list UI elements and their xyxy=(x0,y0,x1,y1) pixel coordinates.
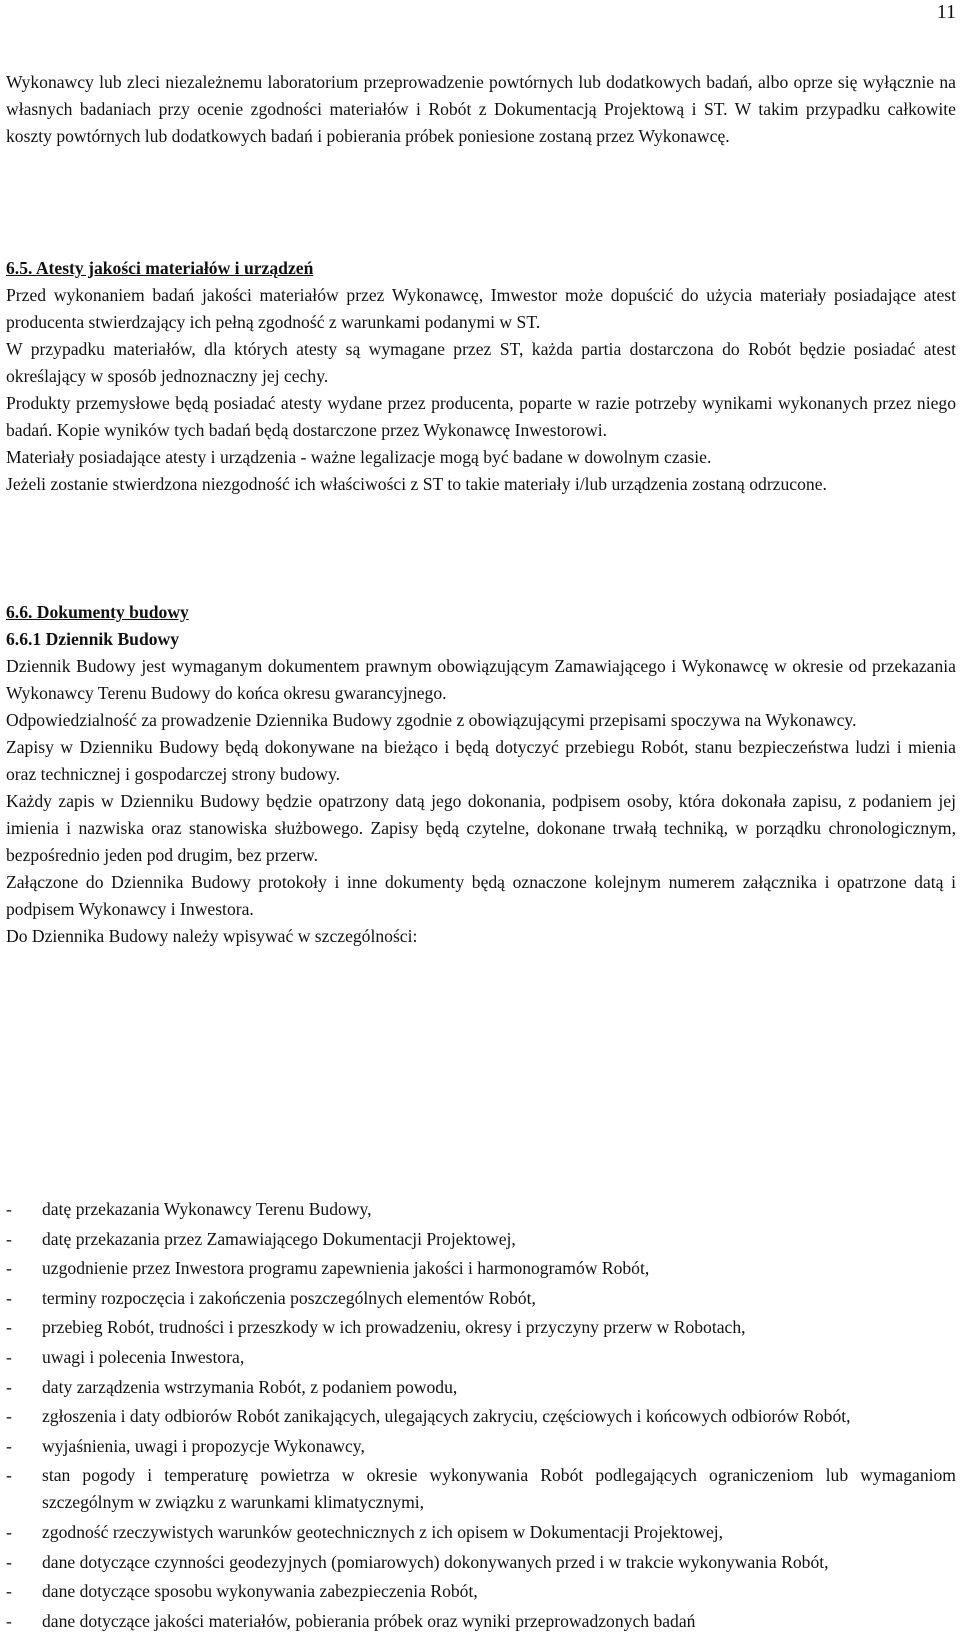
list-item: - wyjaśnienia, uwagi i propozycje Wykonawcy, xyxy=(6,1433,956,1460)
section-6-6-paragraph-4: Każdy zapis w Dzienniku Budowy będzie opatrzony datą jego dokonania, podpisem osoby, która dokonała zapisu, z podaniem jej imienia i nazwiska oraz stanowiska służbowego. Zapisy będą czytelne, dokonane trwałą techniką, w porządku chronologicznym, bezpośrednio jeden pod drugim, bez przerw. xyxy=(6,791,956,865)
list-item: - datę przekazania Wykonawcy Terenu Budowy, xyxy=(6,1196,956,1223)
list-item: - dane dotyczące jakości materiałów, pobierania próbek oraz wyniki przeprowadzonych badań xyxy=(6,1608,956,1635)
list-item: - uzgodnienie przez Inwestora programu zapewnienia jakości i harmonogramów Robót, xyxy=(6,1255,956,1282)
section-6-5-paragraph-4: Materiały posiadające atesty i urządzenia - ważne legalizacje mogą być badane w dowolnym czasie. xyxy=(6,447,712,467)
section-6-5-heading: 6.5. Atesty jakości materiałów i urządzeń xyxy=(6,258,314,278)
section-6-5-paragraph-3: Produkty przemysłowe będą posiadać atesty wydane przez producenta, poparte w razie potrzeby wynikami wykonanych przez niego badań. Kopie wyników tych badań będą dostarczone przez Wykonawcę Inwestorowi. xyxy=(6,393,956,440)
section-6-6 xyxy=(6,599,956,950)
list-item: - przebieg Robót, trudności i przeszkody w ich prowadzeniu, okresy i przyczyny przerw w Robotach, xyxy=(6,1314,956,1341)
list-item: - dane dotyczące sposobu wykonywania zabezpieczenia Robót, xyxy=(6,1578,956,1605)
list-item: - uwagi i polecenia Inwestora, xyxy=(6,1344,956,1371)
section-6-6-1-subheading: 6.6.1 Dziennik Budowy xyxy=(6,629,180,649)
section-6-5-paragraph-5: Jeżeli zostanie stwierdzona niezgodność ich właściwości z ST to takie materiały i/lub urządzenia zostaną odrzucone. xyxy=(6,474,827,494)
list-item: - terminy rozpoczęcia i zakończenia poszczególnych elementów Robót, xyxy=(6,1285,956,1312)
section-6-6-paragraph-5: Załączone do Dziennika Budowy protokoły i inne dokumenty będą oznaczone kolejnym numerem załącznika i opatrzone datą i podpisem Wykonawcy i Inwestora. xyxy=(6,872,956,919)
list-item: - zgłoszenia i daty odbiorów Robót zanikających, ulegających zakryciu, częściowych i końcowych odbiorów Robót, xyxy=(6,1403,956,1430)
section-6-5-paragraph-2: W przypadku materiałów, dla których atesty są wymagane przez ST, każda partia dostarczona do Robót będzie posiadać atest określający w sposób jednoznaczny jej cechy. xyxy=(6,339,956,386)
intro-paragraph: Wykonawcy lub zleci niezależnemu laboratorium przeprowadzenie powtórnych lub dodatkowych badań, albo oprze się wyłącznie na własnych badaniach przy ocenie zgodności materiałów i Robót z Dokumentacją Projektową i ST. W takim przypadku całkowite koszty powtórnych lub dodatkowych badań i pobierania próbek poniesione zostaną przez Wykonawcę. xyxy=(6,72,956,146)
list-item: - datę przekazania przez Zamawiającego Dokumentacji Projektowej, xyxy=(6,1226,956,1253)
list-item: - stan pogody i temperaturę powietrza w okresie wykonywania Robót podlegających ograniczeniom lub wymaganiom szczególnym w związku z warunkami klimatycznymi, xyxy=(6,1462,956,1516)
section-6-6-paragraph-2: Odpowiedzialność za prowadzenie Dziennika Budowy zgodnie z obowiązującymi przepisami spoczywa na Wykonawcy. xyxy=(6,710,857,730)
section-6-5-paragraph-1: Przed wykonaniem badań jakości materiałów przez Wykonawcę, Imwestor może dopuścić do użycia materiały posiadające atest producenta stwierdzający ich pełną zgodność z warunkami podanymi w ST. xyxy=(6,285,956,332)
section-6-6-paragraph-1: Dziennik Budowy jest wymaganym dokumentem prawnym obowiązującym Zamawiającego i Wykonawcę w okresie od przekazania Wykonawcy Terenu Budowy do końca okresu gwarancyjnego. xyxy=(6,656,956,703)
section-6-6-heading: 6.6. Dokumenty budowy xyxy=(6,602,189,622)
page-number: 11 xyxy=(936,1,956,23)
section-6-6-paragraph-6: Do Dziennika Budowy należy wpisywać w szczególności: xyxy=(6,926,418,946)
section-6-5 xyxy=(6,255,956,498)
list-item: - daty zarządzenia wstrzymania Robót, z podaniem powodu, xyxy=(6,1374,956,1401)
list-item: - dane dotyczące czynności geodezyjnych (pomiarowych) dokonywanych przed i w trakcie wykonywania Robót, xyxy=(6,1549,956,1576)
dziennik-entries-list xyxy=(6,1196,956,1637)
section-6-6-paragraph-3: Zapisy w Dzienniku Budowy będą dokonywane na bieżąco i będą dotyczyć przebiegu Robót, stanu bezpieczeństwa ludzi i mienia oraz technicznej i gospodarczej strony budowy. xyxy=(6,737,956,784)
list-item: - zgodność rzeczywistych warunków geotechnicznych z ich opisem w Dokumentacji Projektowej, xyxy=(6,1519,956,1546)
